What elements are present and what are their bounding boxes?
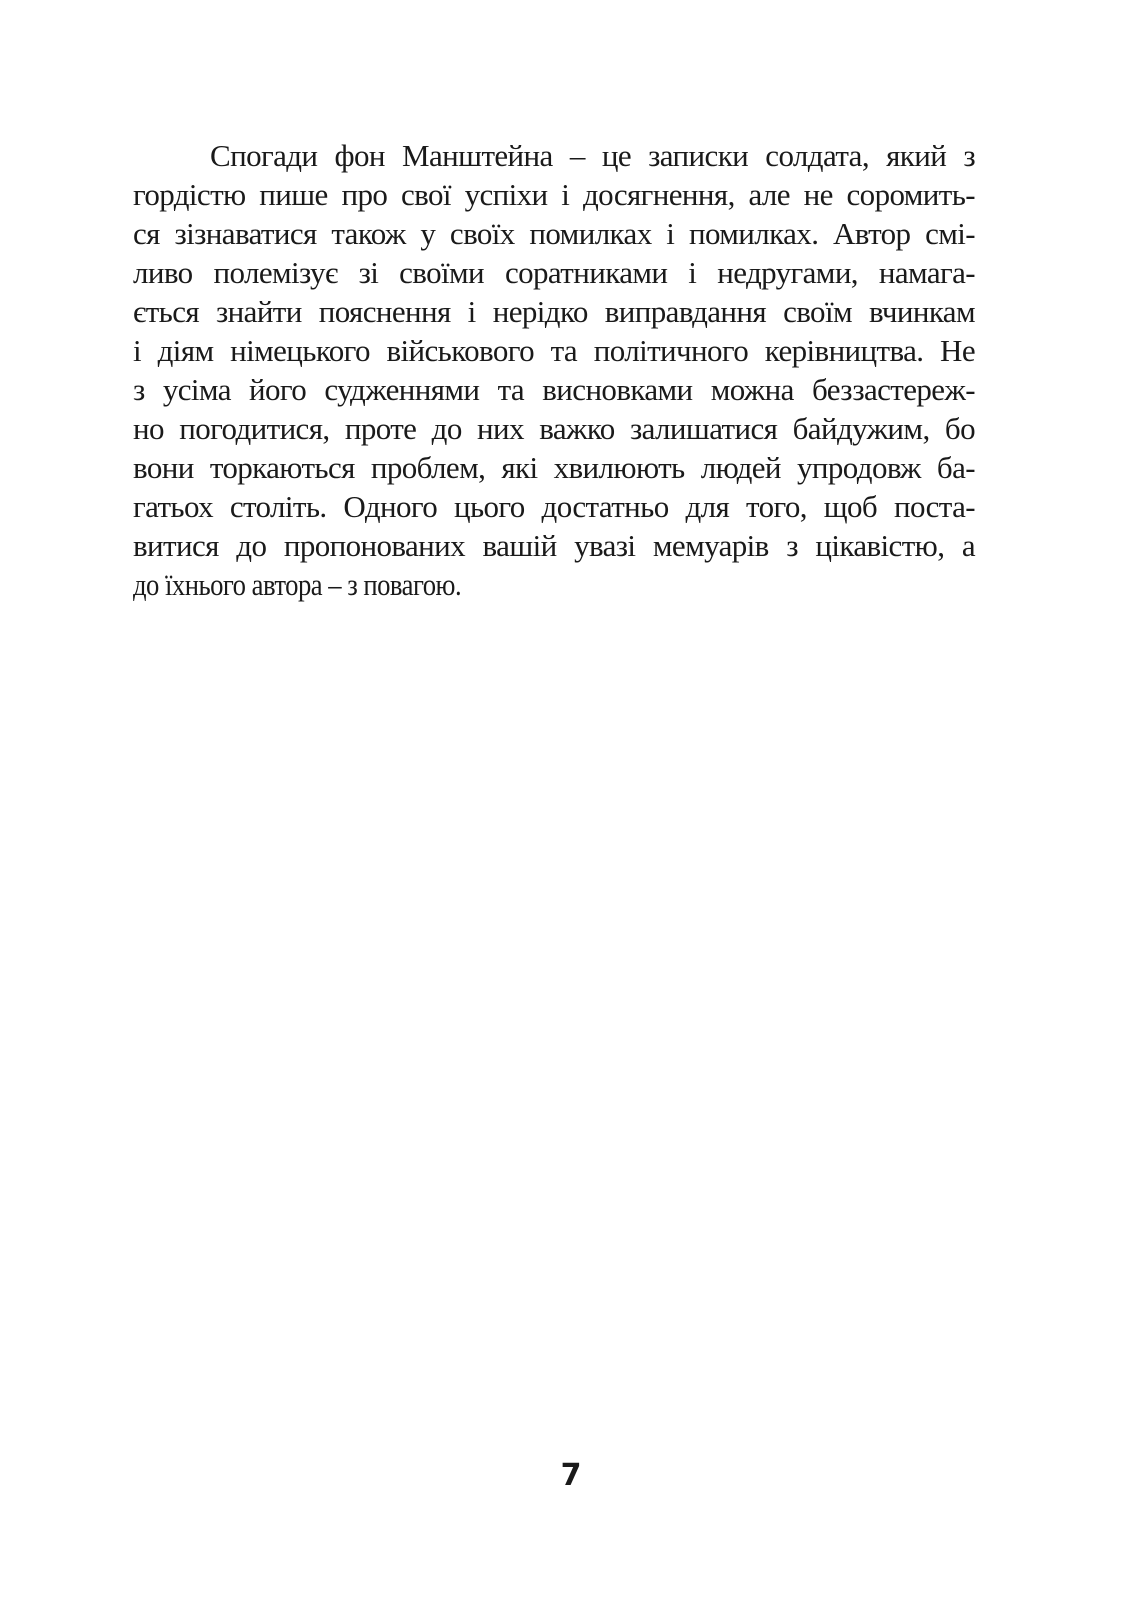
line-text: гордістю пише про свої успіхи і досягнення, але не соромить- [133,177,975,212]
line-text: гатьох століть. Одного цього достатньо для того, щоб поста- [133,489,975,524]
paragraph-line [133,487,975,526]
line-text: ливо полемізує зі своїми соратниками і недругами, намага- [133,255,975,290]
paragraph-line [133,136,975,175]
paragraph-line [133,292,975,331]
line-text: вони торкаються проблем, які хвилюють людей упродовж ба- [133,450,975,485]
paragraph-line [133,565,975,604]
paragraph-line [133,331,975,370]
line-text: з усіма його судженнями та висновками можна беззастереж- [133,372,975,407]
page-number: 7 [560,1458,582,1493]
paragraph-line [133,253,975,292]
paragraph-line [133,526,975,565]
line-text: Спогади фон Манштейна – це записки солдата, який з [210,138,975,173]
paragraph-line [133,175,975,214]
line-text: витися до пропонованих вашій увазі мемуарів з цікавістю, а [133,528,975,563]
paragraph-line [133,448,975,487]
line-text: но погодитися, проте до них важко залишатися байдужим, бо [133,411,975,446]
paragraph-line [133,370,975,409]
paragraph-line [133,214,975,253]
line-text: і діям німецького військового та політичного керівництва. Не [133,333,975,368]
line-text: до їхнього автора – з повагою. [133,567,462,602]
body-paragraph [133,136,975,604]
line-text: ся зізнаватися також у своїх помилках і помилках. Автор смі- [133,216,975,251]
paragraph-line [133,409,975,448]
line-text: ється знайти пояснення і нерідко виправдання своїм вчинкам [133,294,975,329]
